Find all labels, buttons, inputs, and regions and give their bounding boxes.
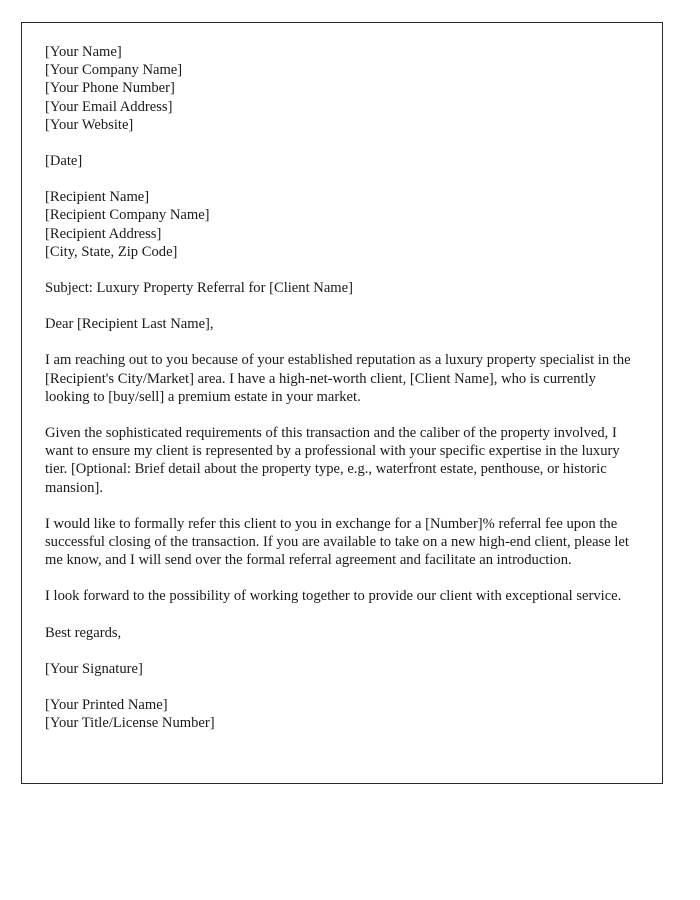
sender-company: [Your Company Name] — [45, 62, 183, 79]
date-block — [45, 152, 641, 170]
body-paragraph-3: I would like to formally refer this client to you in exchange for a [Number]% referral fee upon the successful closing of the transaction. If you are available to take on a new high-end client, please let me know, and I will send over the formal referral agreement and facilitate an introduction. — [45, 515, 629, 569]
body-paragraph-1: I am reaching out to you because of your established reputation as a luxury property specialist in the [Recipient's City/Market] area. I have a high-net-worth client, [Client Name], who is currently looking to [buy/sell] a premium estate in your market. — [45, 352, 631, 405]
salutation — [45, 315, 641, 333]
recipient-name: [Recipient Name] — [45, 189, 150, 206]
sender-address-block — [45, 43, 641, 134]
subject-line — [45, 279, 641, 297]
signature-text: [Your Signature] — [45, 660, 143, 677]
recipient-company: [Recipient Company Name] — [45, 207, 210, 224]
body-paragraph-2: Given the sophisticated requirements of this transaction and the caliber of the property involved, I want to ensure my client is represented by a professional with your specific expertise in the luxury tier. [Optional: Brief detail about the property type, e.g., waterfront estate, penthouse, or historic mansion]. — [45, 425, 620, 496]
signature-placeholder — [45, 660, 641, 678]
sender-website: [Your Website] — [45, 116, 134, 133]
recipient-address: [Recipient Address] — [45, 225, 162, 242]
letter-page-border — [21, 22, 663, 784]
letter-content — [45, 43, 641, 750]
signer-block — [45, 696, 641, 732]
closing-text: Best regards, — [45, 624, 122, 641]
letter-date: [Date] — [45, 153, 83, 170]
recipient-address-block — [45, 188, 641, 261]
sender-name: [Your Name] — [45, 44, 122, 60]
signer-printed-name: [Your Printed Name] — [45, 697, 168, 714]
sender-email: [Your Email Address] — [45, 98, 173, 115]
recipient-city-state-zip: [City, State, Zip Code] — [45, 243, 178, 260]
closing — [45, 624, 641, 642]
signer-title-license: [Your Title/License Number] — [45, 715, 215, 732]
sender-phone: [Your Phone Number] — [45, 80, 175, 97]
salutation-text: Dear [Recipient Last Name], — [45, 316, 214, 333]
body-paragraph-4: I look forward to the possibility of working together to provide our client with exceptional service. — [45, 588, 622, 605]
subject-text: Subject: Luxury Property Referral for [Client Name] — [45, 280, 353, 297]
